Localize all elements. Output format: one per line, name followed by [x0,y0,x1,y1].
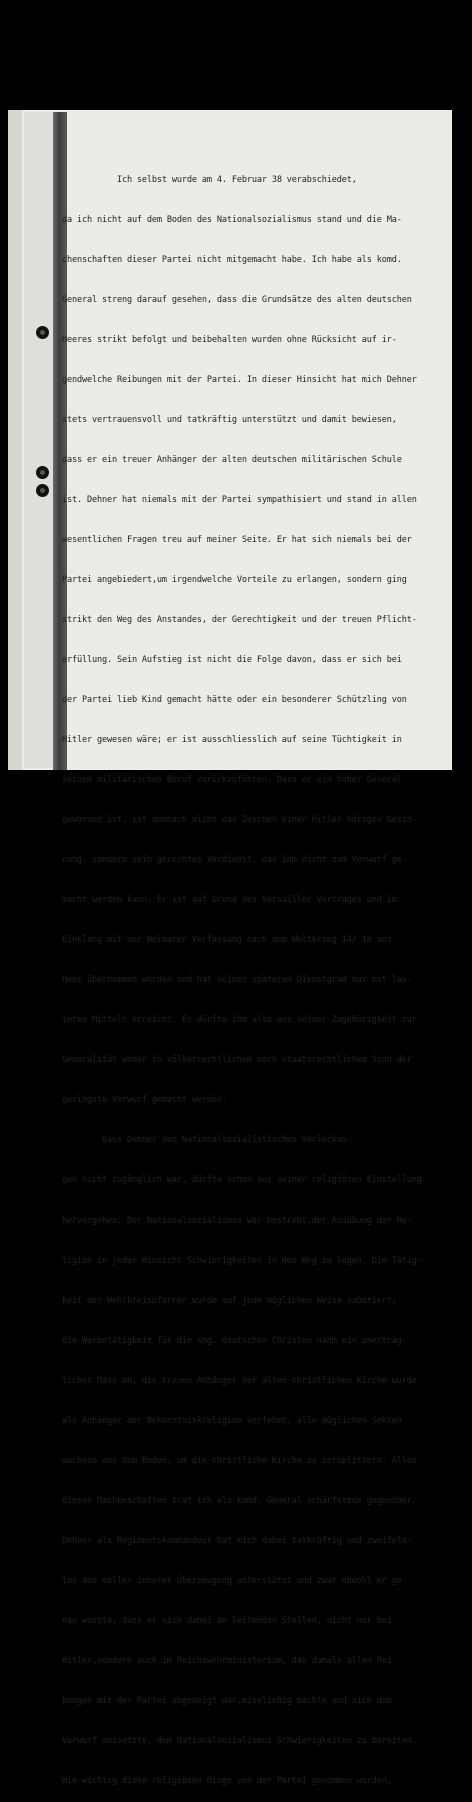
text-line: Heeres strikt befolgt und beibehalten wurden ohne Rücksicht auf ir- [62,334,397,345]
text-line: los aus voller innerer Überzeugung unterstützt und zwar obwohl er ge- [62,1575,407,1586]
text-line: Heer übernommen worden und hat seinen späteren Dienstgrad mur mit lau- [62,975,412,986]
text-line: gen nicht zugänglich war, dürfte schon aus seiner religiösen Einstellung [62,1175,422,1186]
text-line: General streng darauf gesehen, dass die Grundsätze des alten deutschen [62,294,412,305]
text-line: ist. Dehner hat niemals mit der Partei sympathisiert und stand in allen [62,494,417,505]
text-line: Hitler,sondern auch im Reichswehrministerium, das damals allen Rei- [62,1655,397,1666]
punch-hole [36,466,49,479]
text-line: die Werbetätigkeit für die sog. deutschen Christen nahm ein unerträg- [62,1335,407,1346]
text-line: Ich selbst wurde am 4. Februar 38 verabschiedet, [62,174,357,185]
punch-hole [36,326,49,339]
text-line: geworden ist, ist demnach nicht das Zeichen einer Hitler hörigen Gesin- [62,815,417,826]
text-line: Dehner als Regimentskommandeur hat mich dabei tatkräftig und zweifels- [62,1535,412,1546]
text-line: liches Mass an, die treuen Anhänger der alten christlichen Kirche wurde [62,1375,417,1386]
text-line: strikt den Weg des Anstandes, der Gerechtigkeit und der treuen Pflicht- [62,615,417,626]
page-edge [24,112,54,768]
text-line: geringste Vorwurf gemacht werden. [62,1095,227,1106]
text-line: als Anhänger der Bekenntniskreligion verfehmt, alle möglichen Sekten [62,1415,402,1426]
text-line: erfüllung. Sein Aufstieg ist nicht die Folge davon, dass er sich bei [62,655,402,666]
text-line: teren Mitteln erreicht. Es dürfte ihm also aus seiner Zugehörigkeit zur [62,1015,417,1026]
text-line: hervorgehen. Der Nationalsozialismus war bestrebt,der Ausübung der Re- [62,1215,412,1226]
text-line: nau wusste, dass er sich dabei an leitenden Stellen, nicht nur bei [62,1615,392,1626]
text-line: gendwelche Reibungen mit der Partei. In dieser Hinsicht hat mich Dehner [62,374,417,385]
text-line: chenschaften dieser Partei nicht mitgemacht habe. Ich habe als komd. [62,254,402,265]
text-line: wuchsen aus dem Boden, um die christliche Kirche zu zersplittern. Allen [62,1455,417,1466]
text-line: keit der Wehrkreispfarrer wurde auf jede möglichen Weise sabotiert, [62,1295,397,1306]
text-line: stets vertrauensvoll und tatkräftig unterstützt und damit bewiesen, [62,414,397,425]
text-line: macht werden kann. Er ist auf Grund des Versailler Vertrages und im [62,895,397,906]
text-line: Generalität weder in völkerrechtlichem noch staatsrechtlichem Sinn der [62,1055,412,1066]
text-line: bungen mit der Partei abgeneigt war,missliebig machte und sich dem [62,1695,392,1706]
text-line: Dass Dehner den Nationalsozialistischen Verlockun- [62,1135,352,1146]
text-line: Hitler gewesen wäre; er ist ausschliesslich auf seine Tüchtigkeit in [62,735,402,746]
punch-hole [36,484,49,497]
text-line: wesentlichen Fragen treu auf meiner Seite. Er hat sich niemals bei der [62,534,412,545]
text-line: seinem militärischen Beruf zurückzuführen. Dass er ein hoher General [62,775,402,786]
text-line: Vorwurf aussetzte, dem Nationalsozialismus Schwierigkeiten zu bereiten. [62,1735,417,1746]
text-line: ligion in jeder Hinsicht Schwierigkeiten in den Weg zu legen. Die Tätig- [62,1255,422,1266]
text-line: Partei angebiedert,um irgendwelche Vorteile zu erlangen, sondern ging [62,575,407,585]
text-line: Wie wichtig diese religiösen Dinge von der Partei genommen wurden, [62,1775,392,1786]
text-line: da ich nicht auf dem Boden des Nationalsozialismus stand und die Ma- [62,214,402,225]
text-line: dass er ein treuer Anhänger der alten deutschen militärischen Schule [62,454,402,465]
text-line: nung, sondern sein gerechtes Verdienst, das ihm nicht zum Vorwurf ge- [62,855,407,866]
text-line: Einklang mit der Weimarer Verfassung nach dem Weltkrieg 14/ 18 ins [62,935,392,946]
text-line: diesen Machenschaften trat ich als komd. General schärfstens gegenüber. [62,1495,417,1506]
typed-letter-body [62,147,448,1802]
text-line: der Partei lieb Kind gemacht hätte oder ein besonderer Schützling von [62,695,407,706]
